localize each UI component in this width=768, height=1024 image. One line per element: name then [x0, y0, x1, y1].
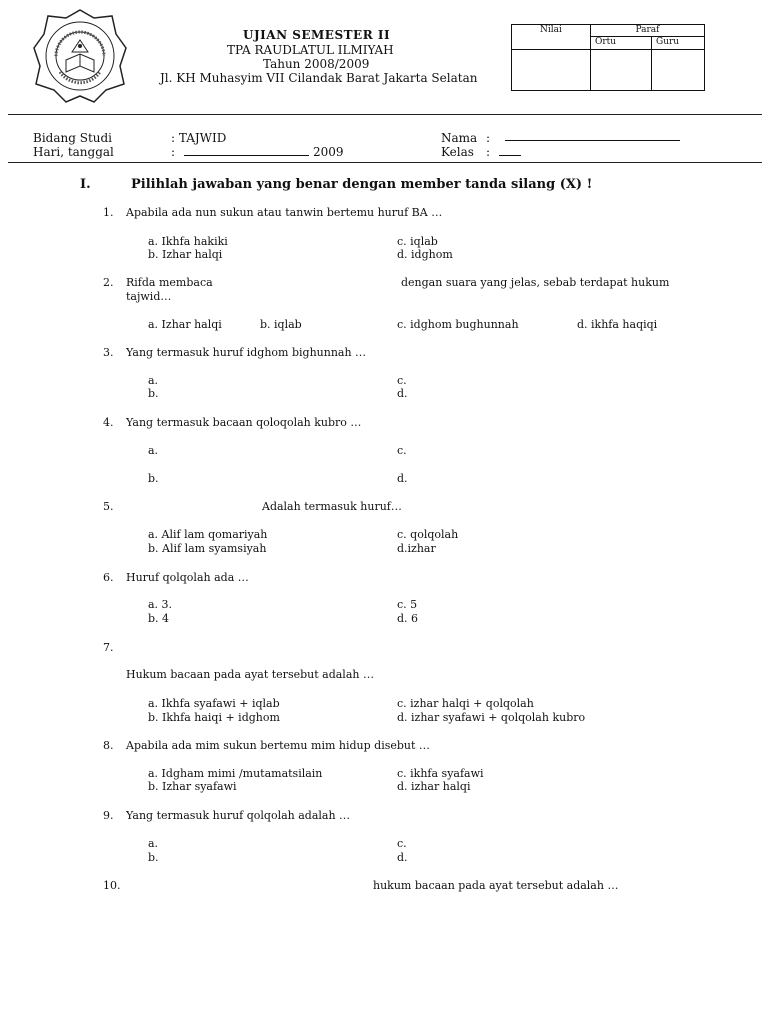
exam-title: UJIAN SEMESTER II	[243, 28, 391, 42]
option-b[interactable]: b.	[148, 472, 159, 485]
option-b[interactable]: b. Izhar syafawi	[148, 780, 237, 793]
question-text: hukum bacaan pada ayat tersebut adalah …	[373, 879, 619, 892]
kelas-colon: :	[486, 145, 491, 159]
section-instruction: Pilihlah jawaban yang benar dengan member tanda silang (X) !	[131, 177, 593, 192]
option-c[interactable]: c. izhar halqi + qolqolah	[397, 697, 534, 710]
question-number: 1.	[103, 206, 114, 219]
school-name: TPA RAUDLATUL ILMIYAH	[227, 43, 394, 57]
option-d[interactable]: d. 6	[397, 612, 419, 625]
nama-field[interactable]	[505, 140, 680, 141]
school-year: Tahun 2008/2009	[263, 57, 370, 71]
nama-colon: :	[486, 131, 491, 145]
option-a[interactable]: a.	[148, 444, 159, 457]
question-text: Adalah termasuk huruf…	[262, 500, 402, 513]
question-number: 6.	[103, 571, 114, 584]
option-a[interactable]: a. Izhar halqi	[148, 318, 222, 331]
option-a[interactable]: a.	[148, 837, 159, 850]
question-number: 5.	[103, 500, 114, 513]
question-number: 10.	[103, 879, 121, 892]
question-text: Huruf qolqolah ada …	[126, 571, 249, 584]
hari-tanggal-year: 2009	[313, 145, 344, 159]
option-c[interactable]: c.	[397, 837, 407, 850]
option-a[interactable]: a. Ikhfa syafawi + iqlab	[148, 697, 280, 710]
guru-label: Guru	[652, 37, 705, 50]
kelas-field[interactable]	[499, 155, 521, 156]
option-d[interactable]: d. ikhfa haqiqi	[577, 318, 658, 331]
question-number: 2.	[103, 276, 114, 289]
option-d[interactable]: d.izhar	[397, 542, 436, 555]
option-c[interactable]: c.	[397, 444, 407, 457]
option-d[interactable]: d.	[397, 387, 408, 400]
option-d[interactable]: d. idghom	[397, 248, 453, 261]
guru-signature-cell[interactable]	[652, 50, 705, 91]
option-b[interactable]: b. Ikhfa haiqi + idghom	[148, 711, 280, 724]
option-a[interactable]: a. Alif lam qomariyah	[148, 528, 268, 541]
option-a[interactable]: a. 3.	[148, 598, 173, 611]
option-b[interactable]: b. 4	[148, 612, 170, 625]
ortu-label: Ortu	[591, 37, 652, 50]
hari-tanggal-field[interactable]	[184, 155, 309, 156]
question-text: Hukum bacaan pada ayat tersebut adalah …	[126, 668, 374, 681]
question-text-wrap: tajwid…	[126, 290, 172, 303]
nama-label: Nama	[441, 131, 478, 145]
option-c[interactable]: c. 5	[397, 598, 418, 611]
question-number: 3.	[103, 346, 114, 359]
question-number: 9.	[103, 809, 114, 822]
option-a[interactable]: a. Idgham mimi /mutamatsilain	[148, 767, 323, 780]
header-divider	[8, 114, 762, 115]
option-c[interactable]: c. ikhfa syafawi	[397, 767, 484, 780]
question-text: Apabila ada mim sukun bertemu mim hidup disebut …	[126, 739, 430, 752]
paraf-label: Paraf	[591, 25, 705, 37]
question-text: Yang termasuk huruf qolqolah adalah …	[126, 809, 351, 822]
option-d[interactable]: d.	[397, 472, 408, 485]
ortu-signature-cell[interactable]	[591, 50, 652, 91]
question-number: 4.	[103, 416, 114, 429]
question-text-continued: dengan suara yang jelas, sebab terdapat hukum	[401, 276, 670, 289]
option-b[interactable]: b. iqlab	[260, 318, 302, 331]
hari-tanggal-colon: :	[171, 145, 176, 159]
option-d[interactable]: d. izhar syafawi + qolqolah kubro	[397, 711, 586, 724]
option-b[interactable]: b. Alif lam syamsiyah	[148, 542, 267, 555]
info-divider	[8, 162, 762, 163]
school-logo	[32, 8, 128, 104]
option-c[interactable]: c. iqlab	[397, 235, 438, 248]
bidang-studi-label: Bidang Studi	[33, 131, 113, 145]
option-d[interactable]: d.	[397, 851, 408, 864]
question-text: Yang termasuk bacaan qoloqolah kubro …	[126, 416, 362, 429]
option-d[interactable]: d. izhar halqi	[397, 780, 471, 793]
question-text: Yang termasuk huruf idghom bighunnah …	[126, 346, 367, 359]
option-b[interactable]: b.	[148, 851, 159, 864]
option-c[interactable]: c. idghom bughunnah	[397, 318, 519, 331]
option-b[interactable]: b.	[148, 387, 159, 400]
option-c[interactable]: c. qolqolah	[397, 528, 459, 541]
question-text: Apabila ada nun sukun atau tanwin bertemu huruf BA …	[126, 206, 443, 219]
option-a[interactable]: a.	[148, 374, 159, 387]
hari-tanggal-label: Hari, tanggal	[33, 145, 114, 159]
score-box	[511, 24, 705, 91]
option-a[interactable]: a. Ikhfa hakiki	[148, 235, 228, 248]
question-number: 7.	[103, 641, 114, 654]
question-number: 8.	[103, 739, 114, 752]
section-number: I.	[80, 177, 91, 192]
kelas-label: Kelas	[441, 145, 474, 159]
option-b[interactable]: b. Izhar halqi	[148, 248, 223, 261]
school-address: Jl. KH Muhasyim VII Cilandak Barat Jakarta Selatan	[160, 71, 478, 85]
question-text: Rifda membaca	[126, 276, 213, 289]
option-c[interactable]: c.	[397, 374, 407, 387]
nilai-cell[interactable]	[512, 50, 591, 91]
nilai-label: Nilai	[512, 25, 591, 50]
bidang-studi-value: : TAJWID	[171, 131, 227, 145]
